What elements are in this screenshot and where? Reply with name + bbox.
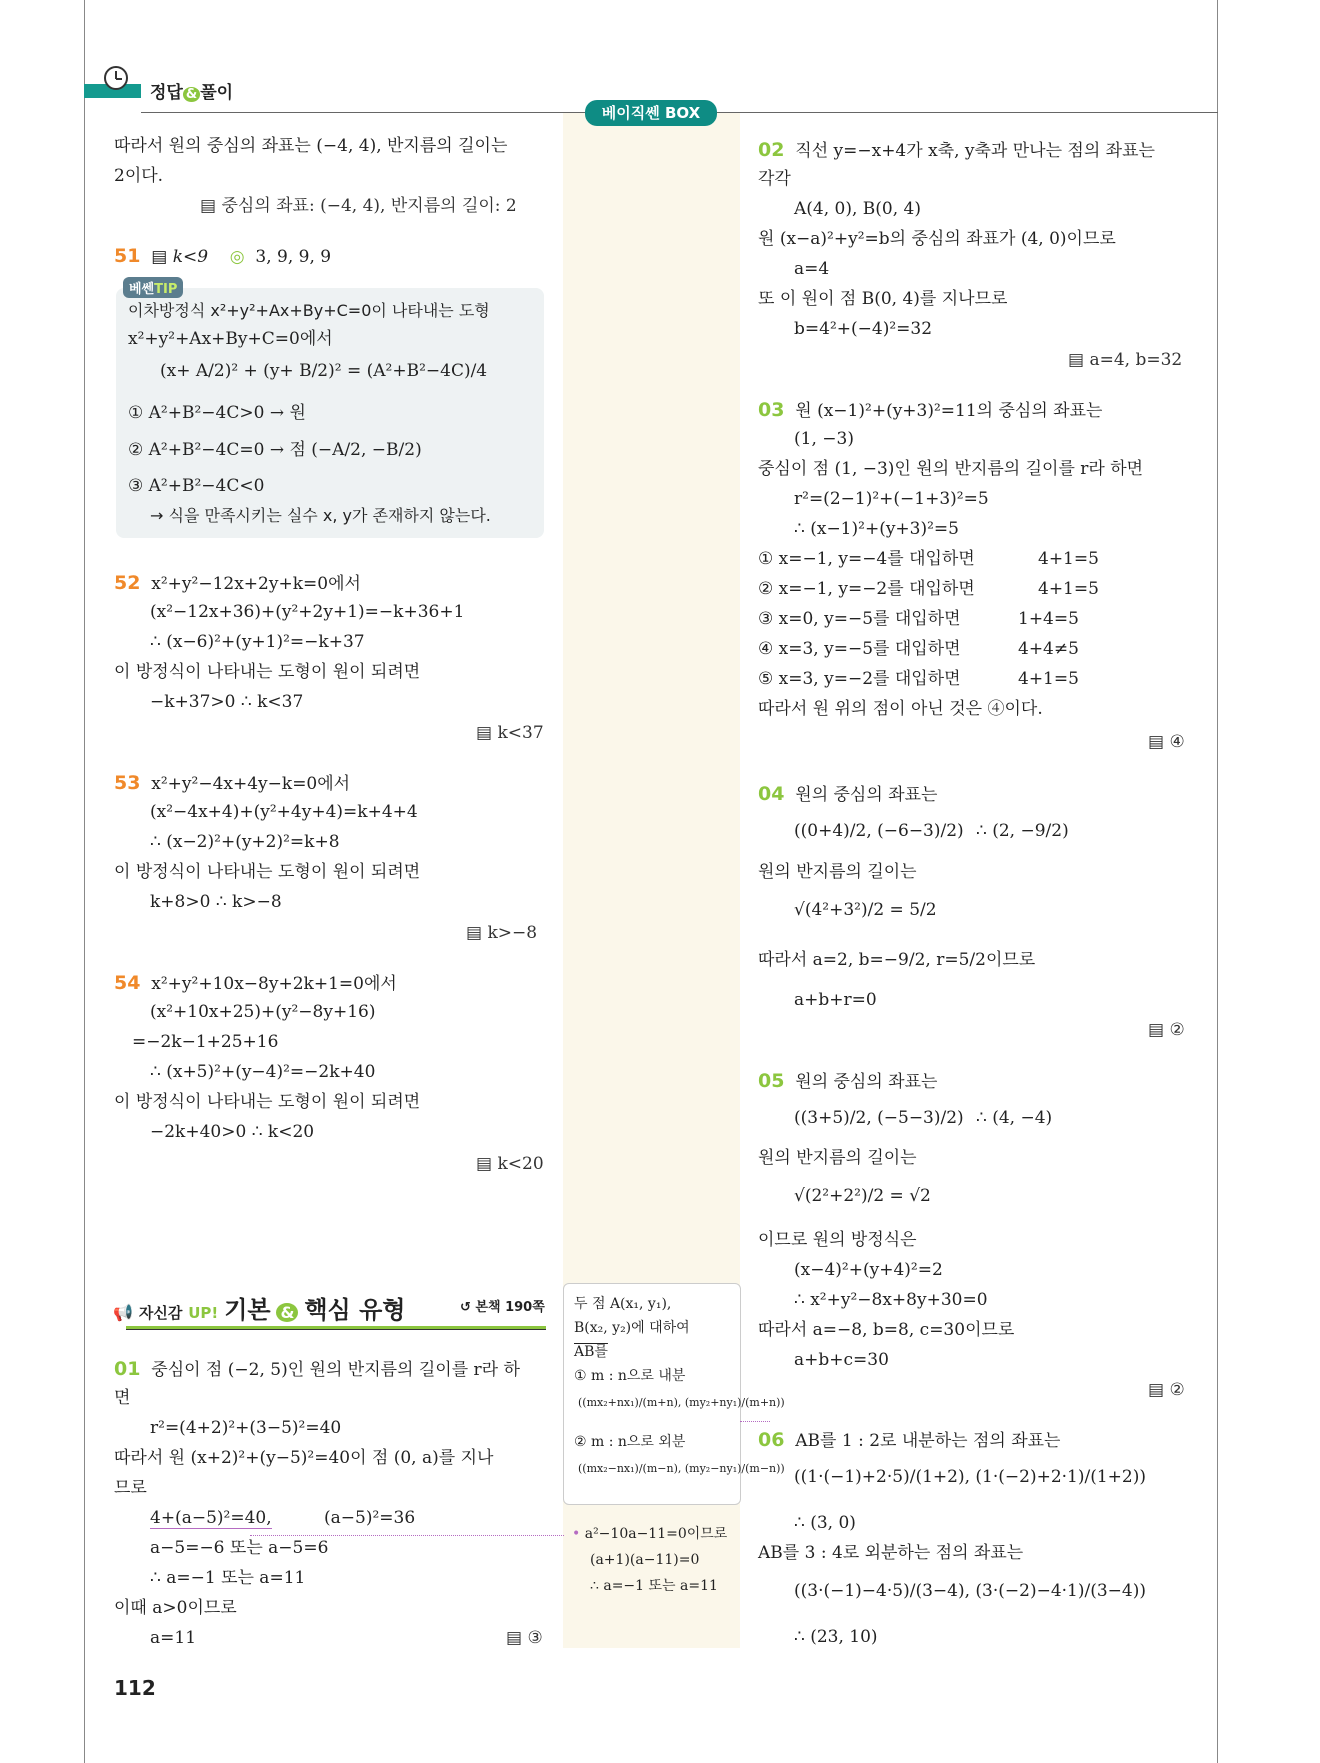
alarm-clock-icon — [104, 66, 128, 90]
q04-line5: 따라서 a=2, b=−9/2, r=5/2이므로 — [758, 950, 1036, 970]
center-calc-text1: a²−10a−11=0이므로 — [584, 1526, 728, 1542]
section-reference — [460, 1300, 545, 1316]
answer-icon: ▤ — [1148, 732, 1170, 752]
q03-option4-result: 4+4≠5 — [1018, 639, 1079, 659]
tip-label-b: TIP — [154, 282, 178, 297]
q02-line2: 각각 — [758, 169, 791, 189]
q03-option1: ① x=−1, y=−4를 대입하면 — [758, 549, 975, 569]
answer-icon: ▤ — [151, 247, 173, 267]
q01-line3: r²=(4+2)²+(3−5)²=40 — [150, 1418, 342, 1438]
q03-line5: ∴ (x−1)²+(y+3)²=5 — [794, 519, 959, 539]
q03-option5: ⑤ x=3, y=−2를 대입하면 — [758, 669, 961, 689]
q04-line6: a+b+r=0 — [794, 990, 877, 1010]
q01-line2: 면 — [114, 1388, 131, 1408]
page-frame-left — [84, 0, 85, 1763]
q53-answer-text: k>−8 — [487, 923, 538, 943]
section-title-b: 기본 — [224, 1296, 271, 1324]
answer-icon: ▤ — [1148, 1020, 1170, 1040]
q06-line4: AB를 3 : 4로 외분하는 점의 좌표는 — [758, 1543, 1024, 1563]
tip-label-a: 베쎈 — [129, 282, 155, 297]
q03-option1-result: 4+1=5 — [1038, 549, 1099, 569]
section-underline-thin — [126, 1329, 546, 1330]
q03-line1 — [758, 399, 1102, 422]
answer-icon: ▤ — [466, 923, 488, 943]
p1-answer-text: 중심의 좌표: (−4, 4), 반지름의 길이: 2 — [221, 196, 517, 216]
q03-option5-result: 4+1=5 — [1018, 669, 1079, 689]
q02-line4: 원 (x−a)²+y²=b의 중심의 좌표가 (4, 0)이므로 — [758, 229, 1116, 249]
q54-answer-text: k<20 — [497, 1154, 544, 1174]
q05-line1 — [758, 1070, 937, 1093]
q04-line4: √(4²+3²)/2 = 5/2 — [794, 900, 937, 920]
q53-text1: x²+y²−4x+4y−k=0에서 — [151, 774, 351, 794]
header-title-b: 풀이 — [200, 83, 234, 103]
box-line3: AB를 — [574, 1344, 608, 1360]
q53-line1 — [114, 772, 350, 795]
tip-line4: ① A²+B²−4C>0 → 원 — [128, 403, 306, 423]
q05-line2a: ((3+5)/2, (−5−3)/2) — [794, 1108, 964, 1128]
q05-line4: √(2²+2²)/2 = √2 — [794, 1186, 931, 1206]
connector-line-01 — [250, 1535, 564, 1536]
section-reference-text: 본책 190쪽 — [475, 1300, 545, 1315]
box-line4: ① m : n으로 내분 — [574, 1368, 686, 1384]
q03-option2: ② x=−1, y=−2를 대입하면 — [758, 579, 975, 599]
q05-line7: ∴ x²+y²−8x+8y+30=0 — [794, 1290, 988, 1310]
q03-text1: 원 (x−1)²+(y+3)²=11의 중심의 좌표는 — [795, 401, 1103, 421]
bullet-dot: • — [572, 1526, 585, 1542]
q54-number: 54 — [114, 972, 141, 994]
q04-line2a: ((0+4)/2, (−6−3)/2) — [794, 821, 964, 841]
q06-text1: AB를 1 : 2로 내분하는 점의 좌표는 — [795, 1431, 1061, 1451]
q01-line8: ∴ a=−1 또는 a=11 — [150, 1568, 306, 1588]
q01-line6a: 4+(a−5)²=40, — [150, 1508, 272, 1528]
q04-line2b: ∴ (2, −9/2) — [976, 821, 1069, 841]
q05-line5: 이므로 원의 방정식은 — [758, 1230, 917, 1250]
q51-answer: k<9 — [172, 247, 209, 267]
q52-answer-text: k<37 — [497, 723, 544, 743]
q51 — [114, 245, 331, 268]
q52-line4: 이 방정식이 나타내는 도형이 원이 되려면 — [114, 662, 421, 682]
q05-answer-text: ② — [1169, 1380, 1185, 1400]
box-line1: 두 점 A(x₁, y₁), — [574, 1296, 672, 1312]
q03-option4: ④ x=3, y=−5를 대입하면 — [758, 639, 961, 659]
p1-answer — [200, 196, 517, 216]
q01-line6b: (a−5)²=36 — [324, 1508, 416, 1528]
q02-line1 — [758, 139, 1155, 162]
q01-line5: 므로 — [114, 1478, 147, 1498]
q03-option3-result: 1+4=5 — [1018, 609, 1079, 629]
q03-number: 03 — [758, 399, 785, 421]
q54-text1: x²+y²+10x−8y+2k+1=0에서 — [151, 974, 397, 994]
q02-line3: A(4, 0), B(0, 4) — [794, 199, 921, 219]
q54-line6: −2k+40>0 ∴ k<20 — [150, 1122, 315, 1142]
q05-line6: (x−4)²+(y+4)²=2 — [794, 1260, 943, 1280]
q51-number: 51 — [114, 245, 141, 267]
q05-answer — [1148, 1380, 1185, 1400]
tip-line7: → 식을 만족시키는 실수 x, y가 존재하지 않는다. — [150, 506, 491, 525]
q54-answer — [476, 1154, 544, 1174]
q01-text1: 중심이 점 (−2, 5)인 원의 반지름의 길이를 r라 하 — [151, 1360, 520, 1380]
q05-text1: 원의 중심의 좌표는 — [795, 1072, 938, 1092]
q02-line6: 또 이 원이 점 B(0, 4)를 지나므로 — [758, 289, 1008, 309]
q02-text1: 직선 y=−x+4가 x축, y축과 만나는 점의 좌표는 — [795, 141, 1155, 161]
section-title — [113, 1290, 405, 1325]
q06-line1 — [758, 1429, 1060, 1452]
section-title-c: 핵심 유형 — [304, 1296, 406, 1324]
q06-number: 06 — [758, 1429, 785, 1451]
section-title-a: 자신감 — [138, 1304, 183, 1322]
q52-line5: −k+37>0 ∴ k<37 — [150, 692, 304, 712]
p1-line2: 2이다. — [114, 166, 164, 186]
q53-number: 53 — [114, 772, 141, 794]
answer-icon: ▤ — [476, 1154, 498, 1174]
basic-box-badge: 베이직쎈 BOX — [585, 100, 717, 126]
q52-text1: x²+y²−12x+2y+k=0에서 — [151, 574, 361, 594]
center-calc-line3: ∴ a=−1 또는 a=11 — [590, 1578, 718, 1594]
target-icon: ◎ — [229, 247, 245, 267]
q51-extra: 3, 9, 9, 9 — [255, 247, 332, 267]
q01-line4: 따라서 원 (x+2)²+(y−5)²=40이 점 (0, a)를 지나 — [114, 1448, 494, 1468]
q54-line3: =−2k−1+25+16 — [132, 1032, 279, 1052]
box-line6: ② m : n으로 외분 — [574, 1434, 686, 1450]
q04-answer-text: ② — [1169, 1020, 1185, 1040]
q53-line2: (x²−4x+4)+(y²+4y+4)=k+4+4 — [150, 802, 418, 822]
tip-line6: ③ A²+B²−4C<0 — [128, 476, 265, 496]
q03-answer-text: ④ — [1169, 732, 1185, 752]
q04-answer — [1148, 1020, 1185, 1040]
q03-option3: ③ x=0, y=−5를 대입하면 — [758, 609, 961, 629]
q52-answer — [476, 723, 544, 743]
page-number: 112 — [114, 1676, 156, 1700]
q06-line2: ((1·(−1)+2·5)/(1+2), (1·(−2)+2·1)/(1+2)) — [794, 1467, 1146, 1487]
page-frame-right — [1217, 0, 1218, 1763]
connector-line-06 — [740, 1421, 770, 1422]
box-line7: ((mx₂−nx₁)/(m−n), (my₂−ny₁)/(m−n)) — [578, 1462, 785, 1475]
q52-line2: (x²−12x+36)+(y²+2y+1)=−k+36+1 — [150, 602, 465, 622]
q53-line3: ∴ (x−2)²+(y+2)²=k+8 — [150, 832, 340, 852]
q01-answer-text: ③ — [527, 1628, 543, 1648]
q06-line6: ∴ (23, 10) — [794, 1627, 878, 1647]
q06-line5: ((3·(−1)−4·5)/(3−4), (3·(−2)−4·1)/(3−4)) — [794, 1581, 1146, 1601]
q01-line7: a−5=−6 또는 a−5=6 — [150, 1538, 329, 1558]
q03-line3: 중심이 점 (1, −3)인 원의 반지름의 길이를 r라 하면 — [758, 459, 1144, 479]
q04-line1 — [758, 783, 937, 806]
q05-line8: 따라서 a=−8, b=8, c=30이므로 — [758, 1320, 1015, 1340]
q02-number: 02 — [758, 139, 785, 161]
q01-line1 — [114, 1358, 520, 1381]
q03-line2: (1, −3) — [794, 429, 854, 449]
answer-icon: ▤ — [1148, 1380, 1170, 1400]
section-title-up: UP! — [188, 1304, 219, 1322]
q03-option2-result: 4+1=5 — [1038, 579, 1099, 599]
q53-line4: 이 방정식이 나타내는 도형이 원이 되려면 — [114, 862, 421, 882]
header-title — [150, 78, 233, 103]
box-line5: ((mx₂+nx₁)/(m+n), (my₂+ny₁)/(m+n)) — [578, 1396, 785, 1409]
q04-number: 04 — [758, 783, 785, 805]
q53-line5: k+8>0 ∴ k>−8 — [150, 892, 282, 912]
q05-line9: a+b+c=30 — [794, 1350, 889, 1370]
q06-line3: ∴ (3, 0) — [794, 1513, 856, 1533]
q54-line4: ∴ (x+5)²+(y−4)²=−2k+40 — [150, 1062, 376, 1082]
answer-icon: ▤ — [1068, 350, 1090, 370]
p1-line1: 따라서 원의 중심의 좌표는 (−4, 4), 반지름의 길이는 — [114, 136, 508, 156]
q02-line7: b=4²+(−4)²=32 — [794, 319, 933, 339]
q53-answer — [466, 923, 537, 943]
q02-answer — [1068, 350, 1182, 370]
q03-line6: 따라서 원 위의 점이 아닌 것은 ④이다. — [758, 699, 1043, 719]
header-title-a: 정답 — [150, 83, 183, 103]
q04-text1: 원의 중심의 좌표는 — [795, 785, 938, 805]
box-line2: B(x₂, y₂)에 대하여 — [574, 1320, 690, 1336]
q54-line5: 이 방정식이 나타내는 도형이 원이 되려면 — [114, 1092, 421, 1112]
q03-answer — [1148, 732, 1185, 752]
q02-line5: a=4 — [794, 259, 830, 279]
center-calc-line1 — [572, 1526, 727, 1543]
answer-icon: ▤ — [506, 1628, 528, 1648]
header-amp: & — [183, 87, 200, 102]
q52-line3: ∴ (x−6)²+(y+1)²=−k+37 — [150, 632, 365, 652]
q05-line3: 원의 반지름의 길이는 — [758, 1148, 917, 1168]
tip-line3: (x+ A/2)² + (y+ B/2)² = (A²+B²−4C)/4 — [160, 361, 488, 381]
tip-label — [123, 277, 183, 298]
q01-line9: 이때 a>0이므로 — [114, 1598, 237, 1618]
section-title-amp: & — [276, 1303, 298, 1322]
q54-line1 — [114, 972, 397, 995]
q01-number: 01 — [114, 1358, 141, 1380]
tip-line1: 이차방정식 x²+y²+Ax+By+C=0이 나타내는 도형 — [128, 301, 490, 320]
q04-line3: 원의 반지름의 길이는 — [758, 862, 917, 882]
answer-icon: ▤ — [476, 723, 498, 743]
q01-line10: a=11 — [150, 1628, 197, 1648]
q02-answer-text: a=4, b=32 — [1089, 350, 1183, 370]
q05-line2b: ∴ (4, −4) — [976, 1108, 1053, 1128]
tip-line2: x²+y²+Ax+By+C=0에서 — [128, 329, 333, 349]
megaphone-icon: 📢 — [113, 1303, 133, 1322]
q52-line1 — [114, 572, 361, 595]
answer-icon: ▤ — [200, 196, 222, 216]
q01-answer — [506, 1628, 543, 1648]
q52-number: 52 — [114, 572, 141, 594]
q05-number: 05 — [758, 1070, 785, 1092]
refresh-icon: ↺ — [460, 1300, 476, 1315]
q03-line4: r²=(2−1)²+(−1+3)²=5 — [794, 489, 989, 509]
tip-line5: ② A²+B²−4C=0 → 점 (−A/2, −B/2) — [128, 440, 422, 460]
center-calc-line2: (a+1)(a−11)=0 — [590, 1552, 700, 1568]
q54-line2: (x²+10x+25)+(y²−8y+16) — [150, 1002, 376, 1022]
